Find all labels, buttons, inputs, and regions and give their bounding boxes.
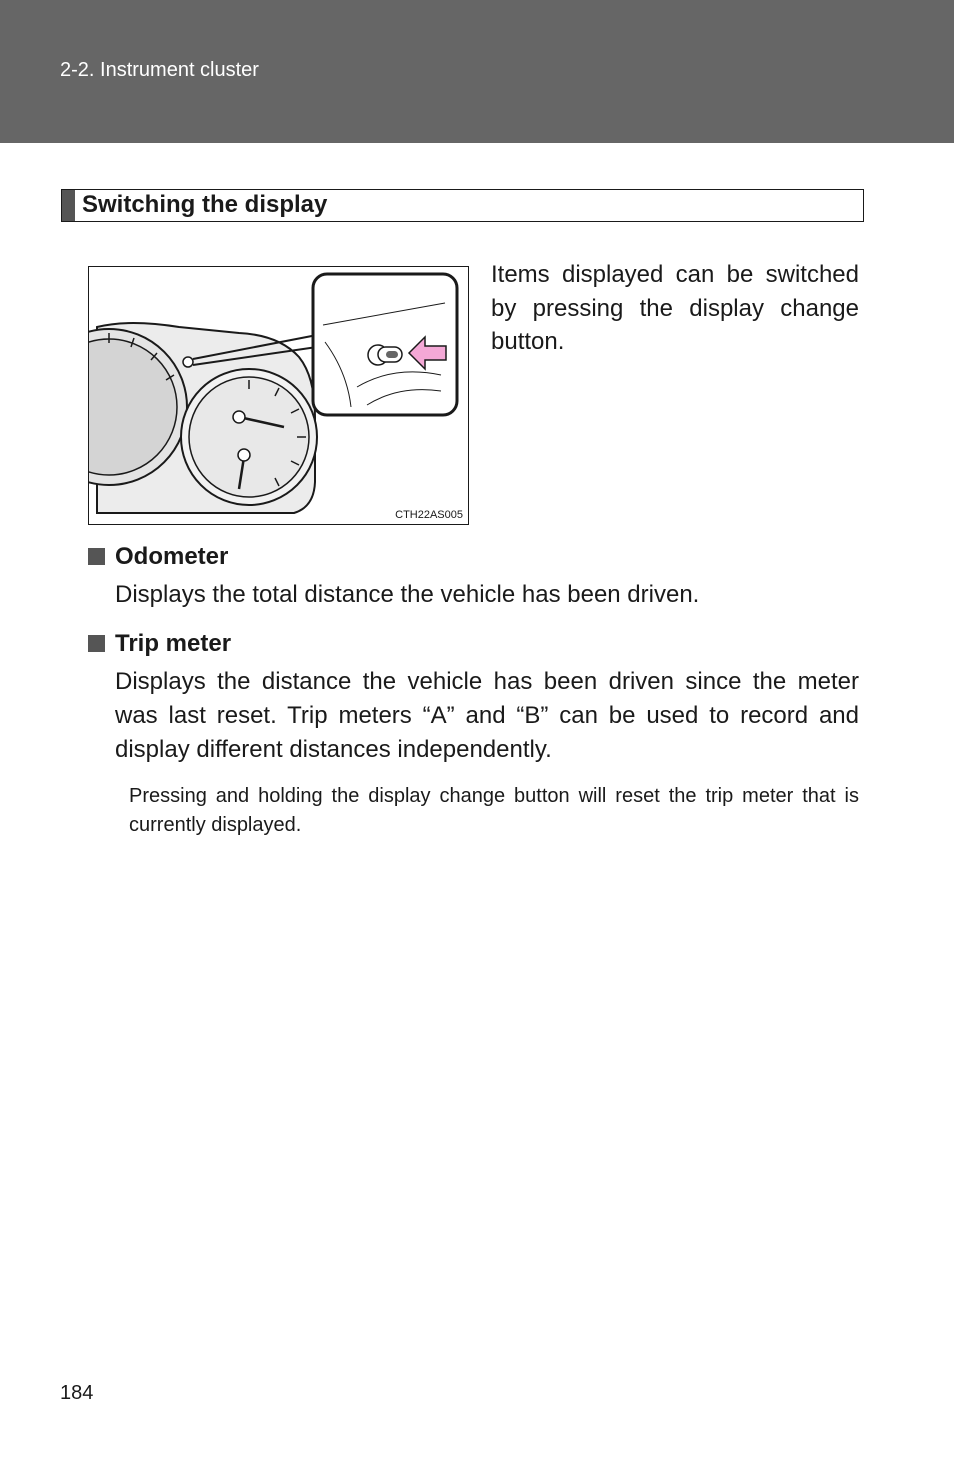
section-title: Switching the display [82,191,328,218]
page-number: 184 [60,1382,94,1404]
section-accent [62,190,75,221]
intro-text: Items displayed can be switched by pressing the display change button. [491,261,859,355]
zoom-callout-box [313,274,457,415]
item-body-trip-meter: Displays the distance the vehicle has been driven since the meter was last reset. Trip meters “A” and “B” can be used to record and display different distances independently. [115,668,859,763]
needle-hub-lower [238,449,250,461]
breadcrumb: 2-2. Instrument cluster [60,59,259,81]
display-change-button-icon [183,357,193,367]
enlarged-button-face [386,351,398,358]
instrument-cluster-illustration [88,266,469,525]
item-heading-odometer: Odometer [115,543,229,570]
item-note-trip-meter: Pressing and holding the display change button will reset the trip meter that is currently displayed. [129,785,859,836]
figure-code: CTH22AS005 [395,509,463,521]
bullet-square-icon [88,635,105,652]
item-body-odometer: Displays the total distance the vehicle has been driven. [115,581,700,608]
header-band [0,0,954,143]
needle-hub [233,411,245,423]
tachometer-face [189,377,309,497]
bullet-square-icon [88,548,105,565]
cluster-drawing [89,267,469,525]
section-title-bar [61,189,864,222]
item-heading-trip-meter: Trip meter [115,630,232,657]
